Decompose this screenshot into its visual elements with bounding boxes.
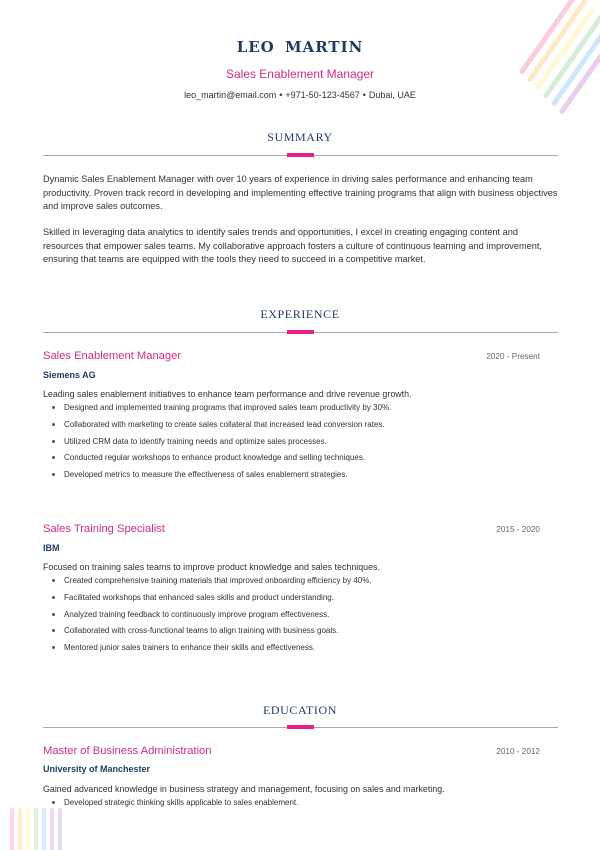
education-divider-accent [287,725,314,729]
bullet-text: Collaborated with marketing to create sales collateral that increased lead conversion rates. [64,419,385,429]
list-item [43,575,558,592]
bullet-text: Developed strategic thinking skills applicable to sales enablement. [64,798,299,807]
job-bullet-list [43,402,558,486]
bullet-text: Facilitated workshops that enhanced sales skills and product understanding. [64,592,334,602]
contact-separator: • [362,90,366,100]
bullet-text: Analyzed training feedback to continuously improve program effectiveness. [64,609,330,619]
bullet-dot-icon [52,629,55,632]
job-dates: 2015 - 2020 [496,525,540,534]
degree-title: Master of Business Administration [43,745,212,757]
bullet-dot-icon [52,406,55,409]
bullet-dot-icon [52,440,55,443]
bullet-text: Conducted regular workshops to enhance product knowledge and selling techniques. [64,453,366,463]
bullet-text: Designed and implemented training programs that improved sales team productivity by 30%. [64,403,392,412]
job-company: IBM [43,543,60,553]
list-item [43,436,558,453]
list-item [43,609,558,626]
contact-location: Dubai, UAE [368,90,416,100]
bullet-dot-icon [52,801,55,804]
contact-line [0,90,600,100]
resume-header [0,38,600,100]
degree-bullet-list [43,797,558,814]
contact-phone: +971-50-123-4567 [285,90,360,100]
contact-separator: • [279,90,283,100]
job-title: Sales Training Specialist [43,523,165,535]
bullet-text: Mentored junior sales trainers to enhance their skills and effectiveness. [64,643,316,653]
bullet-dot-icon [52,456,55,459]
list-item [43,402,558,419]
experience-heading: EXPERIENCE [260,307,340,321]
list-item [43,592,558,609]
list-item [43,419,558,436]
bullet-text: Created comprehensive training materials that improved onboarding efficiency by 40%. [64,576,372,585]
summary-divider-accent [287,153,314,157]
candidate-role: Sales Enablement Manager [225,67,375,81]
school-name: University of Manchester [43,764,151,774]
bullet-dot-icon [52,423,55,426]
bullet-dot-icon [52,473,55,476]
job-bullet-list [43,575,558,659]
bullet-dot-icon [52,596,55,599]
candidate-name: LEO MARTIN [236,38,364,56]
job-company: Siemens AG [43,370,96,380]
experience-divider-accent [287,330,314,334]
job-title: Sales Enablement Manager [43,350,182,362]
list-item [43,797,558,814]
education-heading: EDUCATION [262,703,338,717]
bullet-text: Utilized CRM data to identify training needs and optimize sales processes. [64,436,327,446]
bullet-dot-icon [52,613,55,616]
bullet-text: Collaborated with cross-functional teams to align training with business goals. [64,626,339,636]
list-item [43,452,558,469]
list-item [43,625,558,642]
list-item [43,469,558,486]
bullet-dot-icon [52,579,55,582]
contact-email: leo_martin@email.com [184,90,277,100]
bullet-text: Developed metrics to measure the effectiveness of sales enablement strategies. [64,470,348,480]
summary-paragraph-1: Dynamic Sales Enablement Manager with over 10 years of experience in driving sales performance and enhancing team productivity. Proven track record in developing and implementing effective training programs that align with business objectives and improve sales outcomes. [43,174,558,211]
job-summary: Focused on training sales teams to improve product knowledge and sales techniques. [43,562,380,572]
degree-dates: 2010 - 2012 [496,747,540,756]
bullet-dot-icon [52,646,55,649]
summary-heading: SUMMARY [267,130,333,144]
summary-paragraph-2: Skilled in leveraging data analytics to identify sales trends and opportunities, I excel in creating engaging content and resources that empower sales teams. My collaborative approach fosters a culture of continuous learning and improvement, ensuring that teams are equipped with the tools they need to succeed in a competitive market. [43,227,542,264]
degree-summary: Gained advanced knowledge in business strategy and management, focusing on sales and marketing. [43,784,445,794]
list-item [43,642,558,659]
job-dates: 2020 - Present [486,352,540,361]
job-summary: Leading sales enablement initiatives to enhance team performance and drive revenue growth. [43,389,412,399]
